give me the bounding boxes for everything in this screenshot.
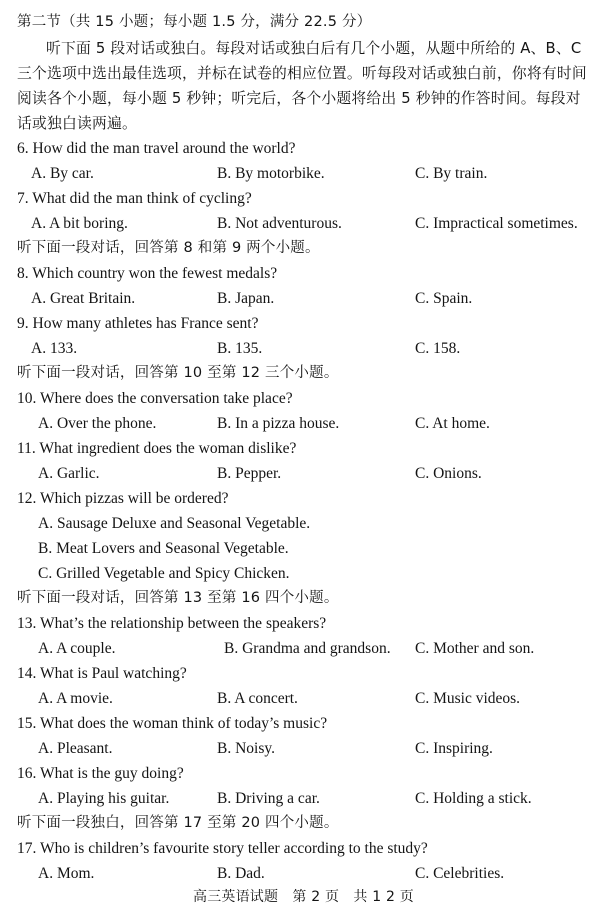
option-a: A. Pleasant. <box>38 740 113 757</box>
option-c: C. Onions. <box>415 465 482 482</box>
question-11-stem: 11. What ingredient does the woman dislike? <box>17 440 297 457</box>
question-10-stem: 10. Where does the conversation take place? <box>17 390 293 407</box>
question-6 <box>0 136 607 161</box>
option-b: B. Meat Lovers and Seasonal Vegetable. <box>38 540 289 557</box>
question-17-options <box>0 861 607 886</box>
question-15 <box>0 711 607 736</box>
option-b: B. 135. <box>217 340 263 357</box>
question-9-stem: 9. How many athletes has France sent? <box>17 315 259 332</box>
option-a: A. A bit boring. <box>31 215 128 232</box>
option-a: A. Garlic. <box>38 465 100 482</box>
page-footer: 高三英语试题 第 2 页 共 1 2 页 <box>193 889 414 905</box>
question-16-options <box>0 786 607 811</box>
option-a: A. Playing his guitar. <box>38 790 170 807</box>
question-12-option-b <box>0 536 607 561</box>
option-a: A. Great Britain. <box>31 290 136 307</box>
option-a: A. Sausage Deluxe and Seasonal Vegetable. <box>38 515 311 532</box>
option-a: A. By car. <box>31 165 94 182</box>
dialogue-intro-text: 听下面一段对话，回答第 13 至第 16 四个小题。 <box>17 590 339 606</box>
question-14-options <box>0 686 607 711</box>
question-14-stem: 14. What is Paul watching? <box>17 665 187 682</box>
question-14 <box>0 661 607 686</box>
question-8 <box>0 261 607 286</box>
dialogue-intro-text: 听下面一段对话，回答第 10 至第 12 三个小题。 <box>17 365 339 381</box>
option-b: B. By motorbike. <box>217 165 325 182</box>
option-a: A. Over the phone. <box>38 415 157 432</box>
option-a: A. Mom. <box>38 865 95 882</box>
question-12 <box>0 486 607 511</box>
monologue-intro-text: 听下面一段独白，回答第 17 至第 20 四个小题。 <box>17 815 339 831</box>
question-9 <box>0 311 607 336</box>
question-7-options <box>0 211 607 236</box>
option-b: B. In a pizza house. <box>217 415 340 432</box>
question-7-stem: 7. What did the man think of cycling? <box>17 190 252 207</box>
option-c: C. Mother and son. <box>415 640 535 657</box>
question-8-options <box>0 286 607 311</box>
question-13 <box>0 611 607 636</box>
question-10-options <box>0 411 607 436</box>
question-13-options <box>0 636 607 661</box>
question-12-option-a <box>0 511 607 536</box>
question-15-stem: 15. What does the woman think of today’s music? <box>17 715 328 732</box>
option-b: B. Dad. <box>217 865 265 882</box>
option-b: B. A concert. <box>217 690 298 707</box>
option-b: B. Driving a car. <box>217 790 320 807</box>
option-c: C. Celebrities. <box>415 865 505 882</box>
question-17 <box>0 836 607 861</box>
question-17-stem: 17. Who is children’s favourite story teller according to the study? <box>17 840 428 857</box>
option-c: C. At home. <box>415 415 490 432</box>
option-c: C. Music videos. <box>415 690 521 707</box>
question-12-stem: 12. Which pizzas will be ordered? <box>17 490 229 507</box>
option-b: B. Grandma and grandson. <box>224 640 391 657</box>
question-8-stem: 8. Which country won the fewest medals? <box>17 265 278 282</box>
question-9-options <box>0 336 607 361</box>
question-6-options <box>0 161 607 186</box>
question-15-options <box>0 736 607 761</box>
question-7 <box>0 186 607 211</box>
option-a: A. A couple. <box>38 640 116 657</box>
option-a: A. 133. <box>31 340 78 357</box>
option-c: C. Holding a stick. <box>415 790 532 807</box>
question-10 <box>0 386 607 411</box>
option-b: B. Not adventurous. <box>217 215 342 232</box>
question-16 <box>0 761 607 786</box>
option-c: C. By train. <box>415 165 488 182</box>
dialogue-intro-text: 听下面一段对话，回答第 8 和第 9 两个小题。 <box>17 240 320 256</box>
question-6-stem: 6. How did the man travel around the world? <box>17 140 296 157</box>
dialogue-intro-10-12 <box>0 361 607 386</box>
question-11-options <box>0 461 607 486</box>
option-c: C. Spain. <box>415 290 473 307</box>
section-instructions: 听下面 5 段对话或独白。每段对话或独白后有几个小题，从题中所给的 A、B、C 三个选项中选出最佳选项，并标在试卷的相应位置。听每段对话或独白前，你将有时间阅读各个小题，每小题 5 秒钟；听完后，各个小题将给出 5 秒钟的作答时间。每段对话或独白读两遍。 <box>17 40 587 132</box>
dialogue-intro-8-9 <box>0 236 607 261</box>
option-c: C. Inspiring. <box>415 740 493 757</box>
option-c: C. 158. <box>415 340 461 357</box>
question-16-stem: 16. What is the guy doing? <box>17 765 184 782</box>
monologue-intro-17-20 <box>0 811 607 836</box>
option-b: B. Japan. <box>217 290 275 307</box>
dialogue-intro-13-16 <box>0 586 607 611</box>
question-13-stem: 13. What’s the relationship between the speakers? <box>17 615 327 632</box>
option-b: B. Noisy. <box>217 740 275 757</box>
question-12-option-c <box>0 561 607 586</box>
question-11 <box>0 436 607 461</box>
option-c: C. Grilled Vegetable and Spicy Chicken. <box>38 565 290 582</box>
section-header: 第二节（共 15 小题；每小题 1.5 分，满分 22.5 分） <box>17 14 372 30</box>
option-a: A. A movie. <box>38 690 113 707</box>
option-b: B. Pepper. <box>217 465 282 482</box>
option-c: C. Impractical sometimes. <box>415 215 578 232</box>
